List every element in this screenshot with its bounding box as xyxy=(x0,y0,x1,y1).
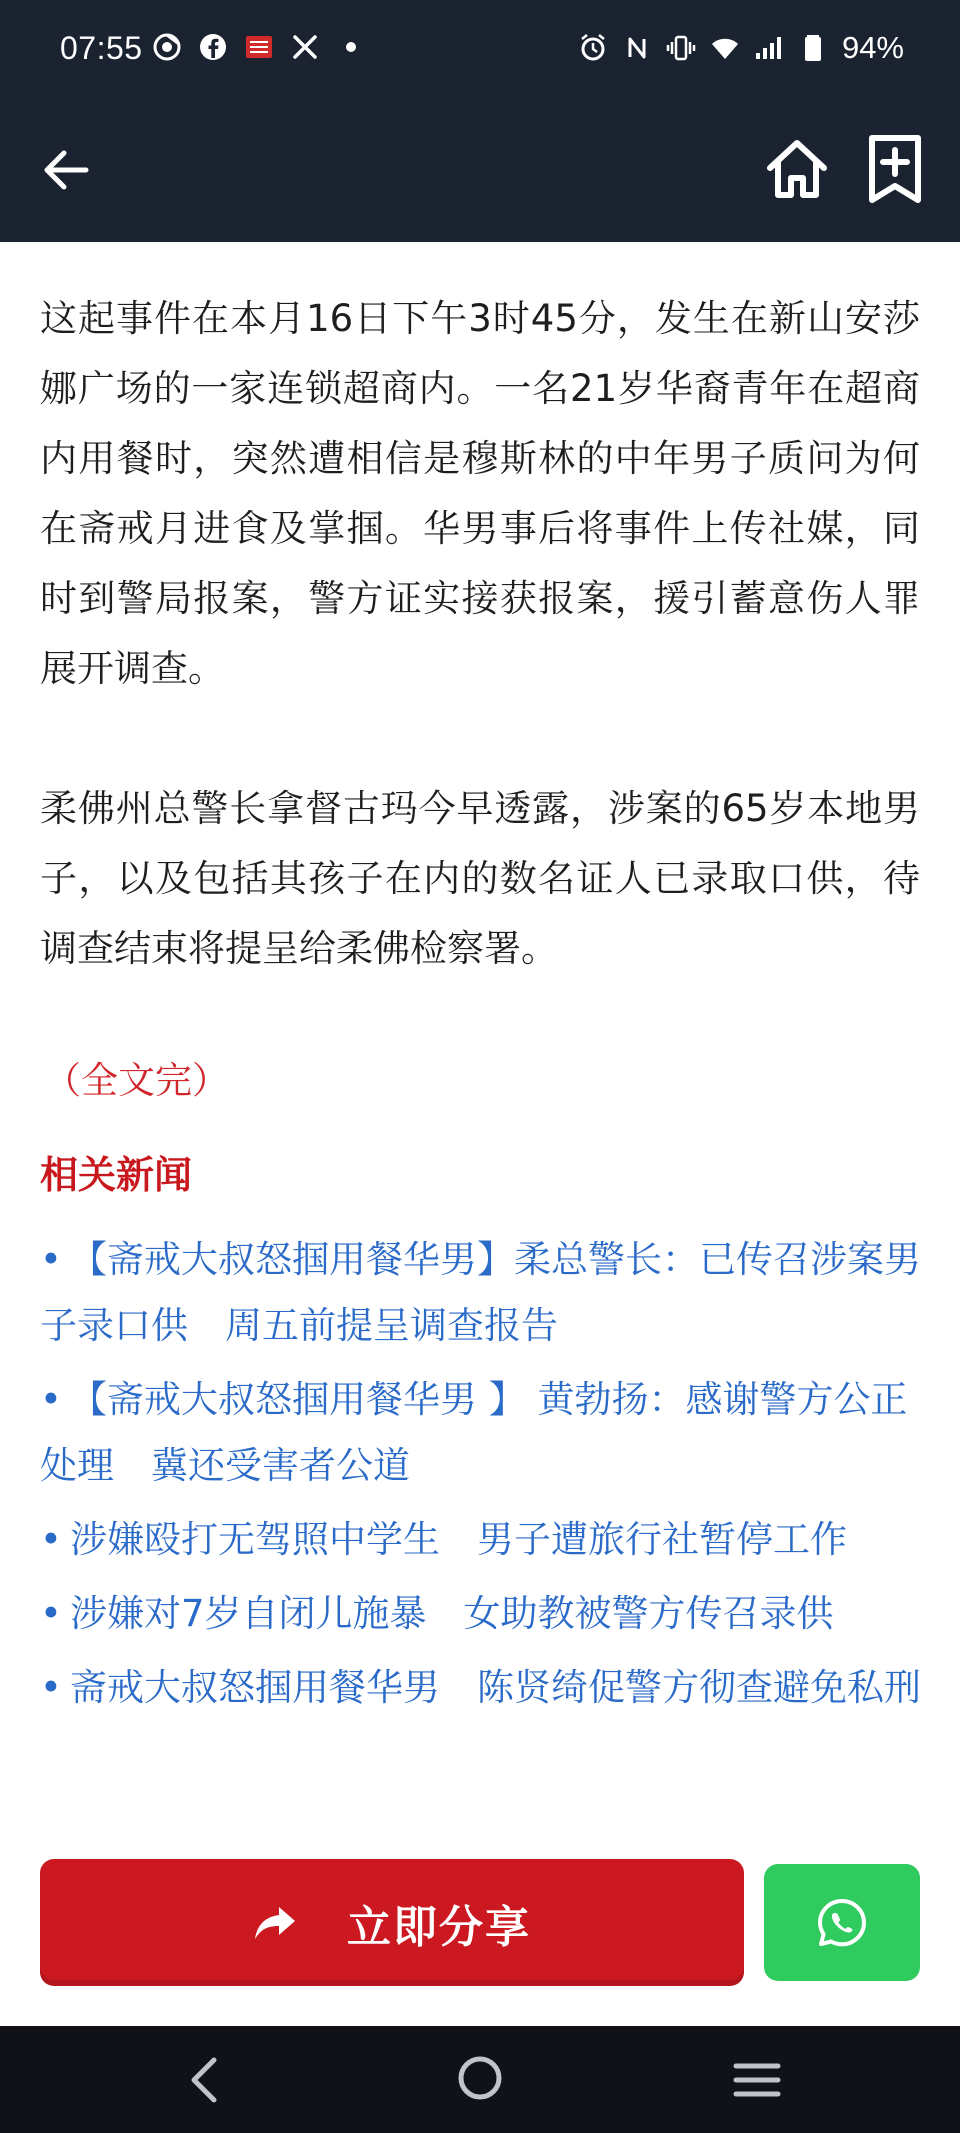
chrome-icon xyxy=(152,32,182,62)
x-icon xyxy=(290,32,320,62)
related-news-link[interactable] xyxy=(40,1581,924,1647)
bullet: • xyxy=(40,1592,62,1635)
status-time: 07:55 xyxy=(60,30,143,66)
dot-icon xyxy=(336,32,366,62)
bullet: • xyxy=(40,1666,62,1709)
article-paragraph: 柔佛州总警长拿督古玛今早透露，涉案的65岁本地男子，以及包括其孩子在内的数名证人已录取口供，待调查结束将提呈给柔佛检察署。 xyxy=(40,787,920,970)
news-app-icon xyxy=(244,32,274,62)
share-label: 立即分享 xyxy=(347,1901,531,1953)
vibrate-icon xyxy=(666,33,696,63)
facebook-icon xyxy=(198,32,228,62)
article-paragraph: 这起事件在本月16日下午3时45分，发生在新山安莎娜广场的一家连锁超商内。一名21岁华裔青年在超商内用餐时，突然遭相信是穆斯林的中年男子质问为何在斋戒月进食及掌掴。华男事后将事件上传社媒，同时到警局报案，警方证实接获报案，援引蓄意伤人罪展开调查。 xyxy=(40,297,920,690)
share-arrow-icon xyxy=(253,1903,297,1943)
battery-icon xyxy=(798,33,828,63)
related-news-link[interactable] xyxy=(40,1367,924,1499)
related-news-text[interactable]: 斋戒大叔怒掴用餐华男 陈贤绮促警方彻查避免私刑 xyxy=(70,1666,921,1709)
related-news-link[interactable] xyxy=(40,1227,924,1359)
bullet: • xyxy=(40,1518,62,1561)
bookmark-add-icon[interactable] xyxy=(862,134,928,204)
system-icons xyxy=(578,30,904,66)
related-news-link[interactable] xyxy=(40,1507,924,1573)
status-bar xyxy=(0,0,960,98)
related-news-text[interactable]: 【斋戒大叔怒掴用餐华男 】 黄勃扬：感谢警方公正处理 冀还受害者公道 xyxy=(40,1378,908,1487)
whatsapp-share-button[interactable] xyxy=(764,1864,920,1981)
related-news-text[interactable]: 【斋戒大叔怒掴用餐华男】柔总警长：已传召涉案男子录口供 周五前提呈调查报告 xyxy=(40,1238,921,1347)
signal-icon xyxy=(754,33,784,63)
nav-recents-icon[interactable] xyxy=(732,2056,782,2104)
wifi-icon xyxy=(710,33,740,63)
nfc-icon xyxy=(622,33,652,63)
nav-home-icon[interactable] xyxy=(456,2054,504,2102)
nav-back-icon[interactable] xyxy=(182,2052,226,2108)
notification-icons xyxy=(152,32,366,62)
related-news-link[interactable] xyxy=(40,1655,924,1721)
whatsapp-icon xyxy=(815,1896,869,1950)
share-button[interactable] xyxy=(40,1859,744,1986)
arrow-left-icon[interactable] xyxy=(36,140,96,200)
home-icon[interactable] xyxy=(762,134,832,204)
article-end-mark: （全文完） xyxy=(44,1059,229,1102)
system-nav-bar xyxy=(0,2026,960,2133)
battery-percent: 94% xyxy=(841,30,904,65)
app-bar xyxy=(0,98,960,242)
alarm-icon xyxy=(578,33,608,63)
related-news-title: 相关新闻 xyxy=(40,1153,193,1197)
related-news-text[interactable]: 涉嫌对7岁自闭儿施暴 女助教被警方传召录供 xyxy=(70,1592,834,1635)
bullet: • xyxy=(40,1238,62,1281)
bullet: • xyxy=(40,1378,62,1421)
article-body xyxy=(40,284,920,984)
related-news-list xyxy=(40,1227,924,1729)
related-news-text[interactable]: 涉嫌殴打无驾照中学生 男子遭旅行社暂停工作 xyxy=(70,1518,847,1561)
